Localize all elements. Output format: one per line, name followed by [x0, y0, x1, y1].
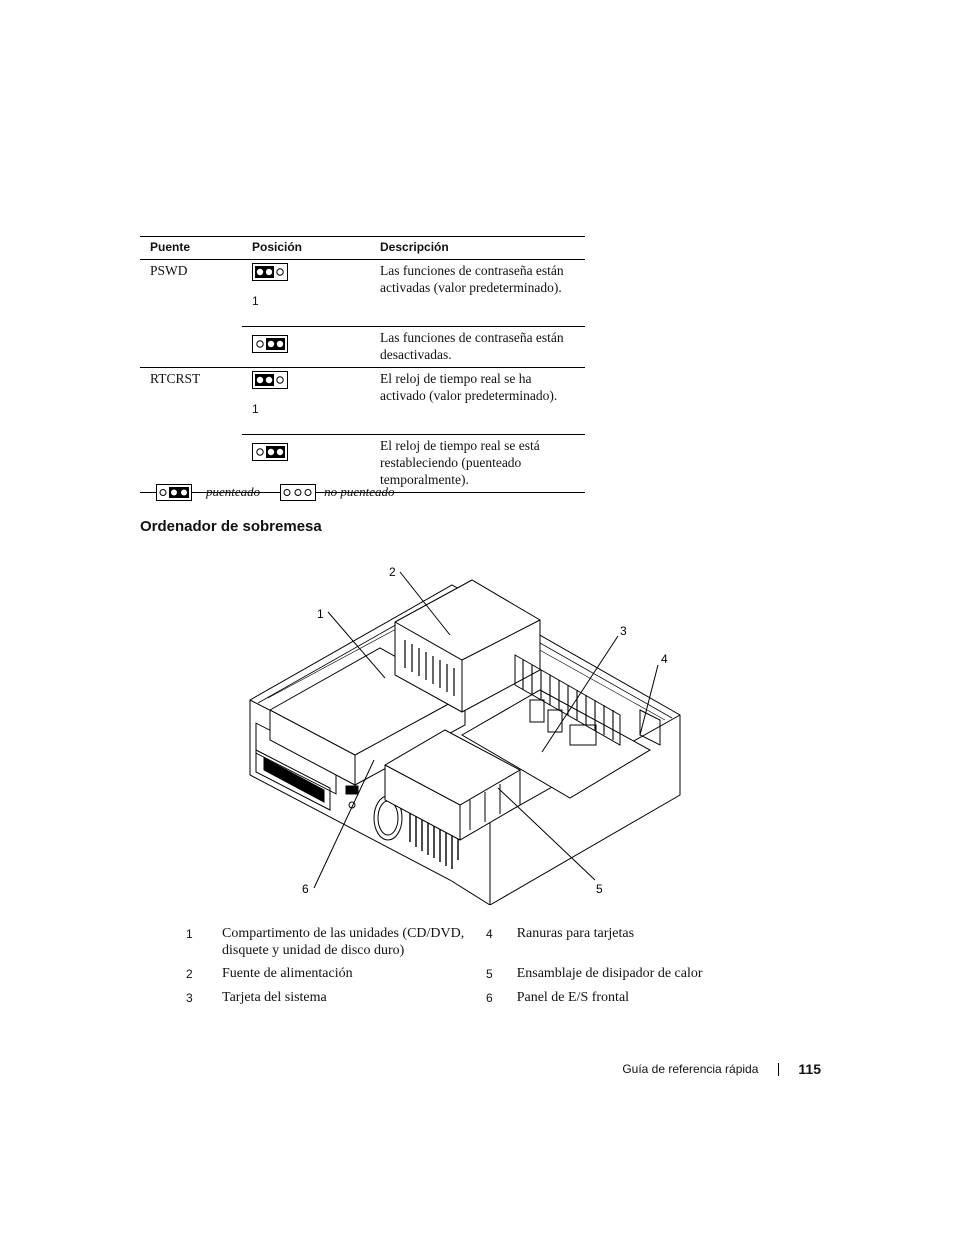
caption-text: Panel de E/S frontal: [516, 990, 630, 1005]
caption-text: Ensamblaje de disipador de calor: [516, 966, 703, 981]
callout-5: 5: [596, 882, 603, 896]
caption-item: [486, 989, 746, 1007]
jumper-jumpered-right-icon: [252, 443, 288, 461]
header-jumper: Puente: [140, 237, 242, 260]
header-description: Descripción: [374, 237, 585, 260]
jumper-settings-table: [140, 236, 585, 493]
callout-1: 1: [317, 607, 324, 621]
jumper-name: RTCRST: [140, 368, 242, 435]
unjumpered-legend-icon: [280, 484, 316, 501]
jumper-name: [140, 327, 242, 368]
jumper-jumpered-left-icon: [252, 263, 288, 281]
caption-row: [186, 989, 746, 1007]
table-row: [140, 368, 585, 435]
caption-item: [486, 925, 746, 959]
pin-one-label: 1: [252, 293, 259, 308]
jumper-legend: [156, 484, 395, 500]
caption-item: [186, 925, 486, 959]
caption-row: [186, 925, 746, 959]
caption-number: 2: [186, 967, 193, 981]
callout-4: 4: [661, 652, 668, 666]
caption-text: Compartimento de las unidades (CD/DVD, disquete y unidad de disco duro): [222, 926, 465, 958]
usb-port: [346, 786, 358, 794]
jumpered-legend-icon: [156, 484, 192, 501]
caption-number: 1: [186, 927, 193, 941]
caption-item: [186, 965, 486, 983]
callout-line-5: [498, 788, 595, 880]
caption-text: Fuente de alimentación: [222, 966, 353, 981]
caption-number: 4: [486, 927, 493, 941]
desktop-computer-diagram: [240, 560, 690, 905]
position-cell: [242, 327, 374, 368]
section-title: Ordenador de sobremesa: [140, 518, 322, 535]
caption-text: Tarjeta del sistema: [222, 990, 327, 1005]
caption-number: 5: [486, 967, 493, 981]
description-cell: Las funciones de contraseña están desactivadas.: [374, 327, 585, 368]
table-row: [140, 327, 585, 368]
legend-unjumpered-label: no puenteado: [324, 484, 395, 499]
jumper-name: PSWD: [150, 263, 188, 278]
description-cell: El reloj de tiempo real se ha activado (valor predeterminado).: [374, 368, 585, 435]
table-header-row: [140, 237, 585, 260]
table-row: [140, 260, 585, 327]
figure-captions: [186, 925, 746, 1013]
legend-jumpered-label: puenteado: [206, 484, 261, 499]
position-cell: [242, 260, 374, 327]
caption-number: 3: [186, 991, 193, 1005]
header-position: Posición: [242, 237, 374, 260]
description-cell: El reloj de tiempo real se está restableciendo (puenteado temporalmente).: [374, 435, 585, 493]
caption-item: [186, 989, 486, 1007]
footer-title: Guía de referencia rápida: [622, 1062, 759, 1076]
callout-6: 6: [302, 882, 309, 896]
callout-line-4: [640, 665, 658, 735]
jumper-jumpered-right-icon: [252, 335, 288, 353]
footer-divider: [778, 1063, 779, 1076]
caption-text: Ranuras para tarjetas: [516, 926, 635, 941]
caption-row: [186, 965, 746, 983]
page-footer: [622, 1061, 821, 1077]
caption-item: [486, 965, 746, 983]
description-cell: Las funciones de contraseña están activadas (valor predeterminado).: [380, 263, 564, 295]
callout-2: 2: [389, 565, 396, 579]
callout-3: 3: [620, 624, 627, 638]
position-cell: [242, 368, 374, 435]
jumper-jumpered-left-icon: [252, 371, 288, 389]
pin-one-label: 1: [252, 401, 259, 416]
caption-number: 6: [486, 991, 493, 1005]
page-number: 115: [798, 1061, 821, 1077]
